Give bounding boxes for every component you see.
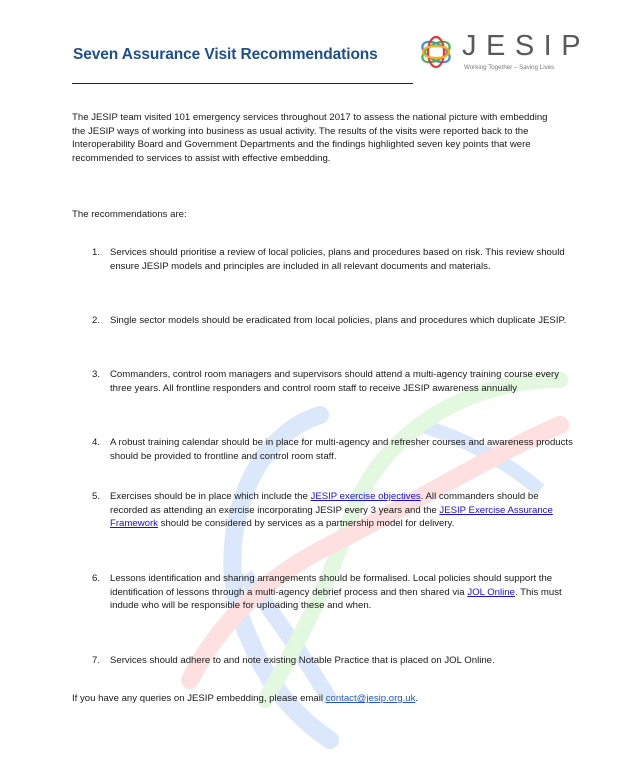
item-number: 4. (92, 437, 101, 448)
item-text-part: Exercises should be in place which include the (110, 491, 311, 502)
item-text-part: should be considered by services as a partnership model for delivery. (157, 518, 455, 530)
item-text-part: Lessons identification and sharing arrangements should be formalised. Local policies should support the identification of lessons through a multi-agency debrief process and then shared via (110, 573, 553, 598)
contact-email-link[interactable]: contact@jesip.org.uk (325, 693, 416, 704)
recommendation-item (92, 654, 576, 668)
jesip-knot-icon (416, 32, 456, 72)
item-number: 1. (92, 247, 101, 258)
item-text: Commanders, control room managers and supervisors should attend a multi-agency training course every three years. All frontline responders and control room staff to receive JESIP awareness annually (110, 369, 559, 394)
item-text-part: . This must indude who will be responsible for uploading these and when. (110, 586, 562, 612)
item-number: 6. (92, 573, 101, 584)
intro-paragraph: The JESIP team visited 101 emergency services throughout 2017 to assess the national picture with embedding the JESIP ways of working into business as usual activity. The results of the visits were reported back to the Interoperability Board and Government Departments and the findings highlighted seven key points that were recommended to services to assist with effective embedding. (72, 112, 548, 164)
recommendation-item (92, 314, 576, 328)
recommendation-item (92, 436, 576, 463)
recommendation-item (92, 368, 576, 395)
recommendation-item (92, 490, 576, 531)
jesip-exercise-objectives-link[interactable]: JESIP exercise objectives (310, 491, 421, 502)
recommendation-item (92, 572, 576, 613)
contact-footer (72, 692, 418, 706)
item-text-part: . All commanders should be recorded as attending an exercise incorporating JESIP every 3 years and the (110, 491, 539, 516)
logo-tagline: Working Together – Saving Lives (464, 64, 555, 71)
jol-online-link[interactable]: JOL Online (467, 586, 515, 598)
item-text (110, 572, 576, 613)
item-text: Services should prioritise a review of local policies, plans and procedures based on risk. This review should ensure JESIP models and principles are included in all relevant documents and materials. (110, 247, 565, 272)
item-number: 3. (92, 369, 101, 380)
recommendation-item (92, 246, 576, 273)
item-text: Services should adhere to and note existing Notable Practice that is placed on JOL Online. (110, 655, 495, 666)
page-title: Seven Assurance Visit Recommendations (73, 46, 378, 63)
footer-trailing: . (415, 693, 419, 704)
recommendations-lead: The recommendations are: (72, 209, 187, 220)
logo-wordmark: JESIP (462, 30, 591, 62)
item-number: 2. (92, 315, 101, 326)
footer-text: If you have any queries on JESIP embedding, please email (72, 693, 326, 704)
jesip-logo (416, 30, 596, 78)
item-text: A robust training calendar should be in place for multi-agency and refresher courses and awareness products should be provided to frontline and control room staff. (110, 437, 573, 462)
title-underline (72, 83, 413, 84)
item-number: 7. (92, 655, 101, 666)
item-text: Single sector models should be eradicated from local policies, plans and procedures which duplicate JESIP. (110, 315, 567, 326)
item-text (110, 490, 576, 531)
item-number: 5. (92, 491, 101, 502)
jesip-exercise-assurance-framework-link[interactable]: JESIP Exercise Assurance Framework (110, 504, 553, 530)
